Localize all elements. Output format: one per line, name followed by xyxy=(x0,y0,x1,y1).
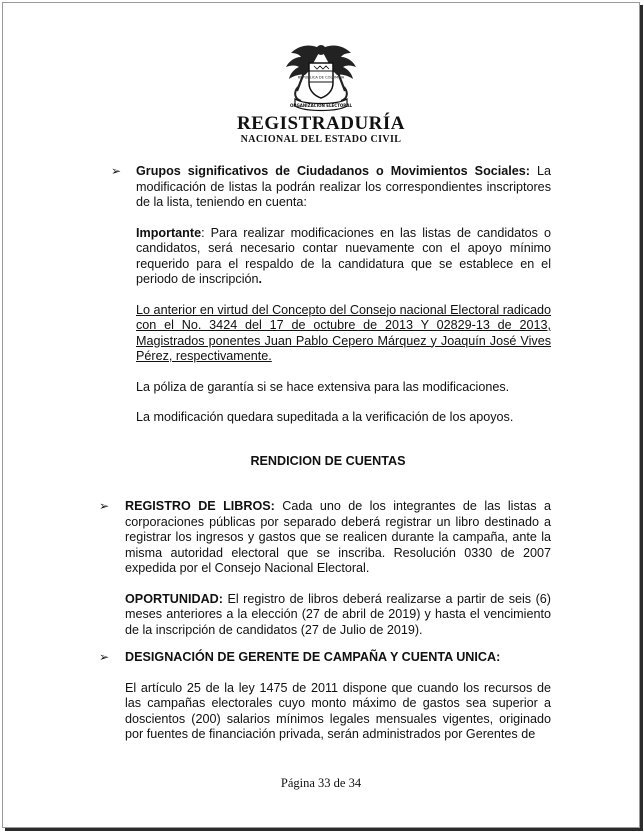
section-title: RENDICION DE CUENTAS xyxy=(250,453,406,468)
bullet-grupos xyxy=(105,164,551,211)
bullet-arrow-icon: ➢ xyxy=(99,499,110,513)
page-number: Página 33 de 34 xyxy=(280,776,362,790)
seal-ribbon-text: ORGANIZACIÓN ELECTORAL xyxy=(289,103,353,108)
coat-of-arms-seal xyxy=(281,41,361,113)
designacion-paragraph: El artículo 25 de la ley 1475 de 2011 dispone que cuando los recursos de las campañas electorales cuyo monto máximo de gastos sea superior a doscientos (200) salarios mínimos legales mensuales vigentes, originado por fuentes de financiación privada, serán administrados por Gerentes de xyxy=(125,680,551,741)
letterhead xyxy=(3,41,639,145)
concept-paragraph: Lo anterior en virtud del Concepto del Consejo nacional Electoral radicado con el No. 3424 del 17 de octubre de 2013 Y 02829-13 de 2013, Magistrados ponentes Juan Pablo Cepero Márquez y Joaquín José Vives Pérez, respectivamente. xyxy=(136,302,551,363)
document-page xyxy=(2,2,640,828)
important-paragraph: Importante: Para realizar modificaciones en las listas de candidatos o candidatos, será necesario contar nuevamente con el apoyo mínimo requerido para el respaldo de la candidatura que se establece en el periodo de inscripción. xyxy=(136,225,551,286)
org-subtitle: NACIONAL DEL ESTADO CIVIL xyxy=(240,134,402,145)
grupos-paragraph: Grupos significativos de Ciudadanos o Movimientos Sociales: La modificación de listas la podrán realizar los correspondientes inscriptores de la lista, teniendo en cuenta: xyxy=(136,164,551,209)
designacion-heading: DESIGNACIÓN DE GERENTE DE CAMPAÑA Y CUENTA UNICA: xyxy=(125,650,501,664)
seal-country-text: REPÚBLICA DE COLOMBIA xyxy=(297,75,345,80)
bullet-registro xyxy=(99,499,551,577)
registro-label: REGISTRO DE LIBROS: xyxy=(125,499,275,513)
bullet-arrow-icon: ➢ xyxy=(111,164,122,178)
grupos-heading: Grupos significativos de Ciudadanos o Movimientos Sociales: xyxy=(136,164,530,178)
oportunidad-label: OPORTUNIDAD: xyxy=(125,591,223,606)
poliza-paragraph: La póliza de garantía si se hace extensiva para las modificaciones. xyxy=(136,379,510,394)
bullet-arrow-icon: ➢ xyxy=(99,650,110,664)
important-label: Importante xyxy=(136,225,202,240)
oportunidad-paragraph: OPORTUNIDAD: El registro de libros deberá realizarse a partir de seis (6) meses anteriores a la elección (27 de abril de 2019) y hasta el vencimiento de la inscripción de candidatos (27 de Julio de 2019). xyxy=(125,591,551,637)
modificacion-paragraph: La modificación quedara supeditada a la verificación de los apoyos. xyxy=(136,410,514,424)
registro-paragraph: REGISTRO DE LIBROS: Cada uno de los integrantes de las listas a corporaciones públicas por separado deberá registrar un libro destinado a registrar los ingresos y gastos que se realicen durante la campaña, ante la misma autoridad electoral que se inscriba. Resolución 0330 de 2007 expedida por el Consejo Nacional Electoral. xyxy=(125,499,551,575)
bullet-designacion xyxy=(99,650,551,666)
document-body xyxy=(99,164,551,743)
org-name: REGISTRADURÍA xyxy=(236,113,406,134)
